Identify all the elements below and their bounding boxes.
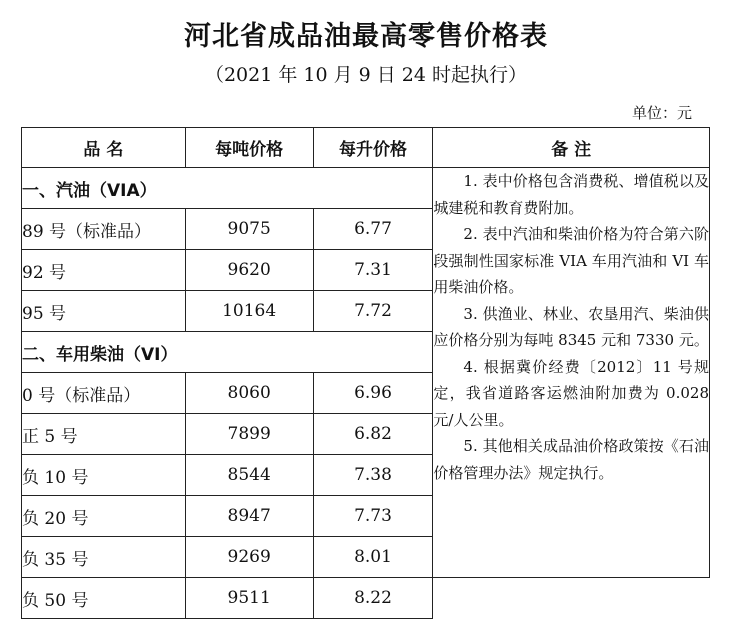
product-name: 负 20 号 <box>22 496 186 537</box>
price-per-ton: 8544 <box>185 455 313 496</box>
note-item: 5. 其他相关成品油价格政策按《石油价格管理办法》规定执行。 <box>433 437 709 482</box>
section-title-diesel: 二、车用柴油（VI） <box>22 332 433 373</box>
price-per-ton: 10164 <box>185 291 313 332</box>
table-row <box>22 578 710 619</box>
product-name: 正 5 号 <box>22 414 186 455</box>
product-name: 负 50 号 <box>22 578 186 619</box>
header-remarks: 备 注 <box>433 128 710 168</box>
price-per-liter: 8.22 <box>313 578 433 619</box>
header-name: 品 名 <box>22 128 186 168</box>
page-title: 河北省成品油最高零售价格表 <box>184 21 548 52</box>
price-per-liter: 7.73 <box>313 496 433 537</box>
note-item: 2. 表中汽油和柴油价格为符合第六阶段强制性国家标准 VIA 车用汽油和 VI 车用柴油价格。 <box>433 225 709 296</box>
section-title-gasoline: 一、汽油（VIA） <box>22 168 433 209</box>
price-per-ton: 8060 <box>185 373 313 414</box>
note-item: 1. 表中价格包含消费税、增值税以及城建税和教育费附加。 <box>433 172 709 217</box>
price-per-ton: 9075 <box>185 209 313 250</box>
effective-date-subtitle: （2021 年 10 月 9 日 24 时起执行） <box>204 64 528 86</box>
price-per-liter: 8.01 <box>313 537 433 578</box>
remarks-cell <box>433 168 710 578</box>
product-name: 92 号 <box>22 250 186 291</box>
product-name: 89 号（标准品） <box>22 209 186 250</box>
header-per-ton: 每吨价格 <box>185 128 313 168</box>
unit-label: 单位：元 <box>631 104 692 122</box>
price-per-liter: 6.77 <box>313 209 433 250</box>
header-per-liter: 每升价格 <box>313 128 433 168</box>
price-per-ton: 9620 <box>185 250 313 291</box>
price-per-ton: 9511 <box>185 578 313 619</box>
section-row-gasoline <box>22 168 710 209</box>
price-per-liter: 6.82 <box>313 414 433 455</box>
product-name: 负 10 号 <box>22 455 186 496</box>
product-name: 负 35 号 <box>22 537 186 578</box>
header-row <box>22 128 710 168</box>
price-per-ton: 8947 <box>185 496 313 537</box>
note-item: 3. 供渔业、林业、农垦用汽、柴油供应价格分别为每吨 8345 元和 7330 元。 <box>433 304 709 349</box>
price-per-liter: 6.96 <box>313 373 433 414</box>
product-name: 95 号 <box>22 291 186 332</box>
price-per-liter: 7.31 <box>313 250 433 291</box>
product-name: 0 号（标准品） <box>22 373 186 414</box>
note-item: 4. 根据冀价经费〔2012〕11 号规定，我省道路客运燃油附加费为 0.028 元/人公里。 <box>433 357 709 429</box>
price-per-liter: 7.38 <box>313 455 433 496</box>
price-per-liter: 7.72 <box>313 291 433 332</box>
price-table <box>21 127 710 619</box>
price-per-ton: 7899 <box>185 414 313 455</box>
price-per-ton: 9269 <box>185 537 313 578</box>
